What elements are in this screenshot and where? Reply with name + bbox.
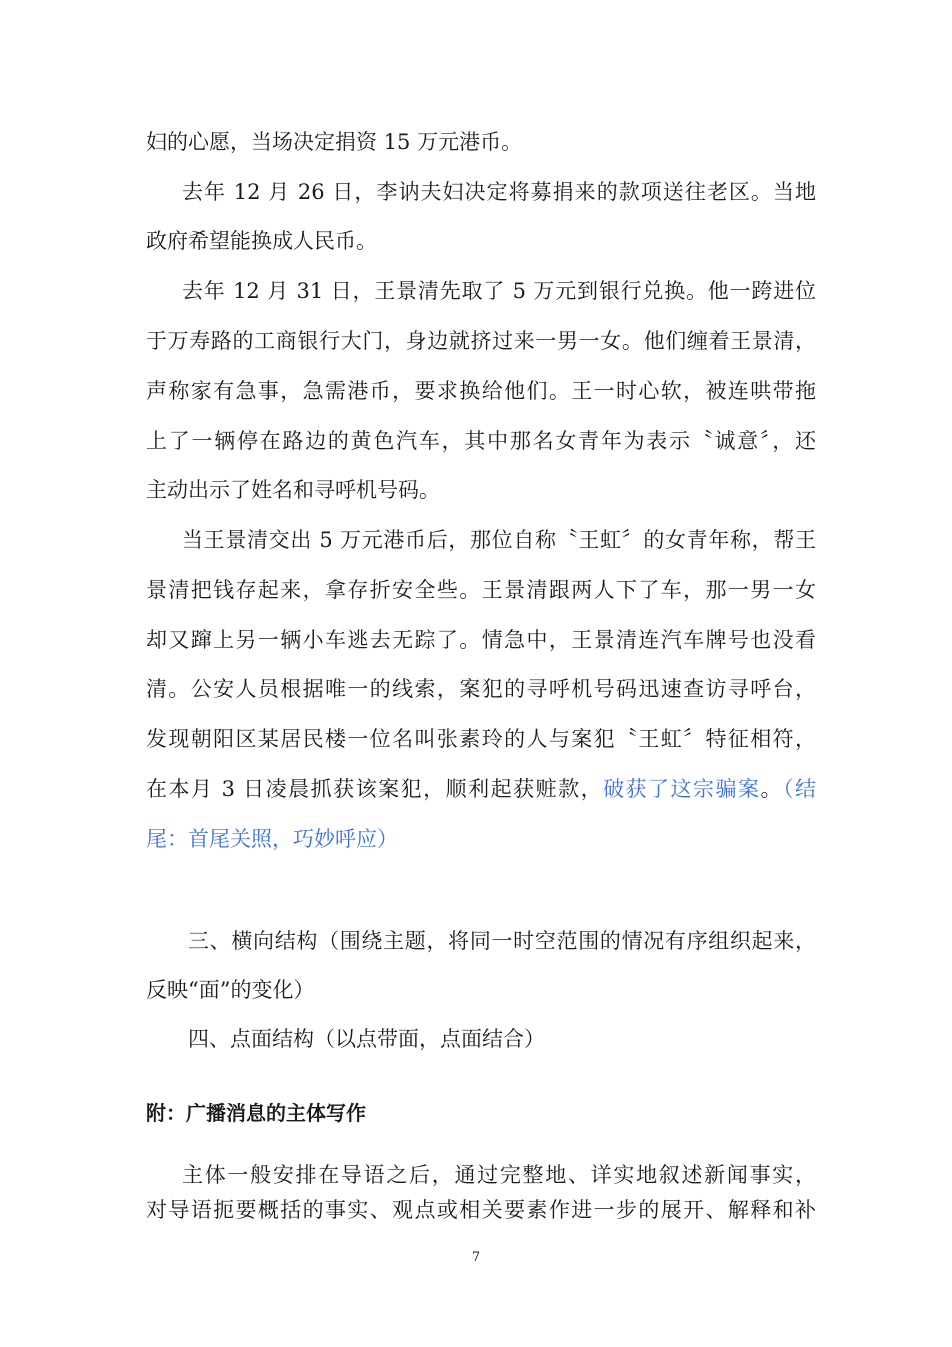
paragraph-line: 清。公安人员根据唯一的线索，案犯的寻呼机号码迅速查访寻呼台， bbox=[146, 677, 816, 701]
paragraph-line: 政府希望能换成人民币。 bbox=[146, 229, 377, 253]
annotation-text: 破获了这宗骗案 bbox=[603, 777, 761, 801]
appendix-heading: 附：广播消息的主体写作 bbox=[146, 1101, 366, 1125]
section-line: 三、横向结构（围绕主题，将同一时空范围的情况有序组织起来， bbox=[188, 929, 816, 953]
plain-text: 在本月 3 日凌晨抓获该案犯，顺利起获赃款， bbox=[146, 777, 604, 801]
paragraph-line: 上了一辆停在路边的黄色汽车，其中那名女青年为表示〝诚意〞，还 bbox=[146, 429, 816, 453]
paragraph-line: 却又蹿上另一辆小车逃去无踪了。情急中，王景清连汽车牌号也没看 bbox=[146, 628, 816, 652]
paragraph-line: 对导语扼要概括的事实、观点或相关要素作进一步的展开、解释和补 bbox=[146, 1198, 816, 1222]
paragraph-line: 去年 12 月 31 日，王景清先取了 5 万元到银行兑换。他一跨进位 bbox=[182, 279, 816, 303]
annotation-text: （结 bbox=[783, 777, 816, 801]
paragraph-line: 发现朝阳区某居民楼一位名叫张素玲的人与案犯〝王虹〞特征相符， bbox=[146, 727, 816, 751]
paragraph-line: 主体一般安排在导语之后，通过完整地、详实地叙述新闻事实， bbox=[182, 1163, 816, 1187]
paragraph-line: 声称家有急事，急需港币，要求换给他们。王一时心软，被连哄带拖 bbox=[146, 379, 816, 403]
section-line: 四、点面结构（以点带面，点面结合） bbox=[188, 1027, 545, 1051]
paragraph-line: 于万寿路的工商银行大门，身边就挤过来一男一女。他们缠着王景清， bbox=[146, 329, 816, 353]
page-number: 7 bbox=[471, 1250, 481, 1265]
section-line: 反映“面”的变化） bbox=[146, 978, 315, 1002]
paragraph-line-mixed bbox=[146, 774, 816, 804]
paragraph-line: 当王景清交出 5 万元港币后，那位自称〝王虹〞的女青年称，帮王 bbox=[182, 528, 816, 552]
paragraph-line: 景清把钱存起来，拿存折安全些。王景清跟两人下了车，那一男一女 bbox=[146, 578, 816, 602]
paragraph-line: 妇的心愿，当场决定捐资 15 万元港币。 bbox=[146, 130, 523, 154]
paragraph-line: 主动出示了姓名和寻呼机号码。 bbox=[146, 478, 440, 502]
plain-text: 。 bbox=[760, 777, 784, 801]
paragraph-line: 去年 12 月 26 日，李讷夫妇决定将募捐来的款项送往老区。当地 bbox=[182, 180, 816, 204]
annotation-line: 尾：首尾关照，巧妙呼应） bbox=[146, 827, 398, 851]
